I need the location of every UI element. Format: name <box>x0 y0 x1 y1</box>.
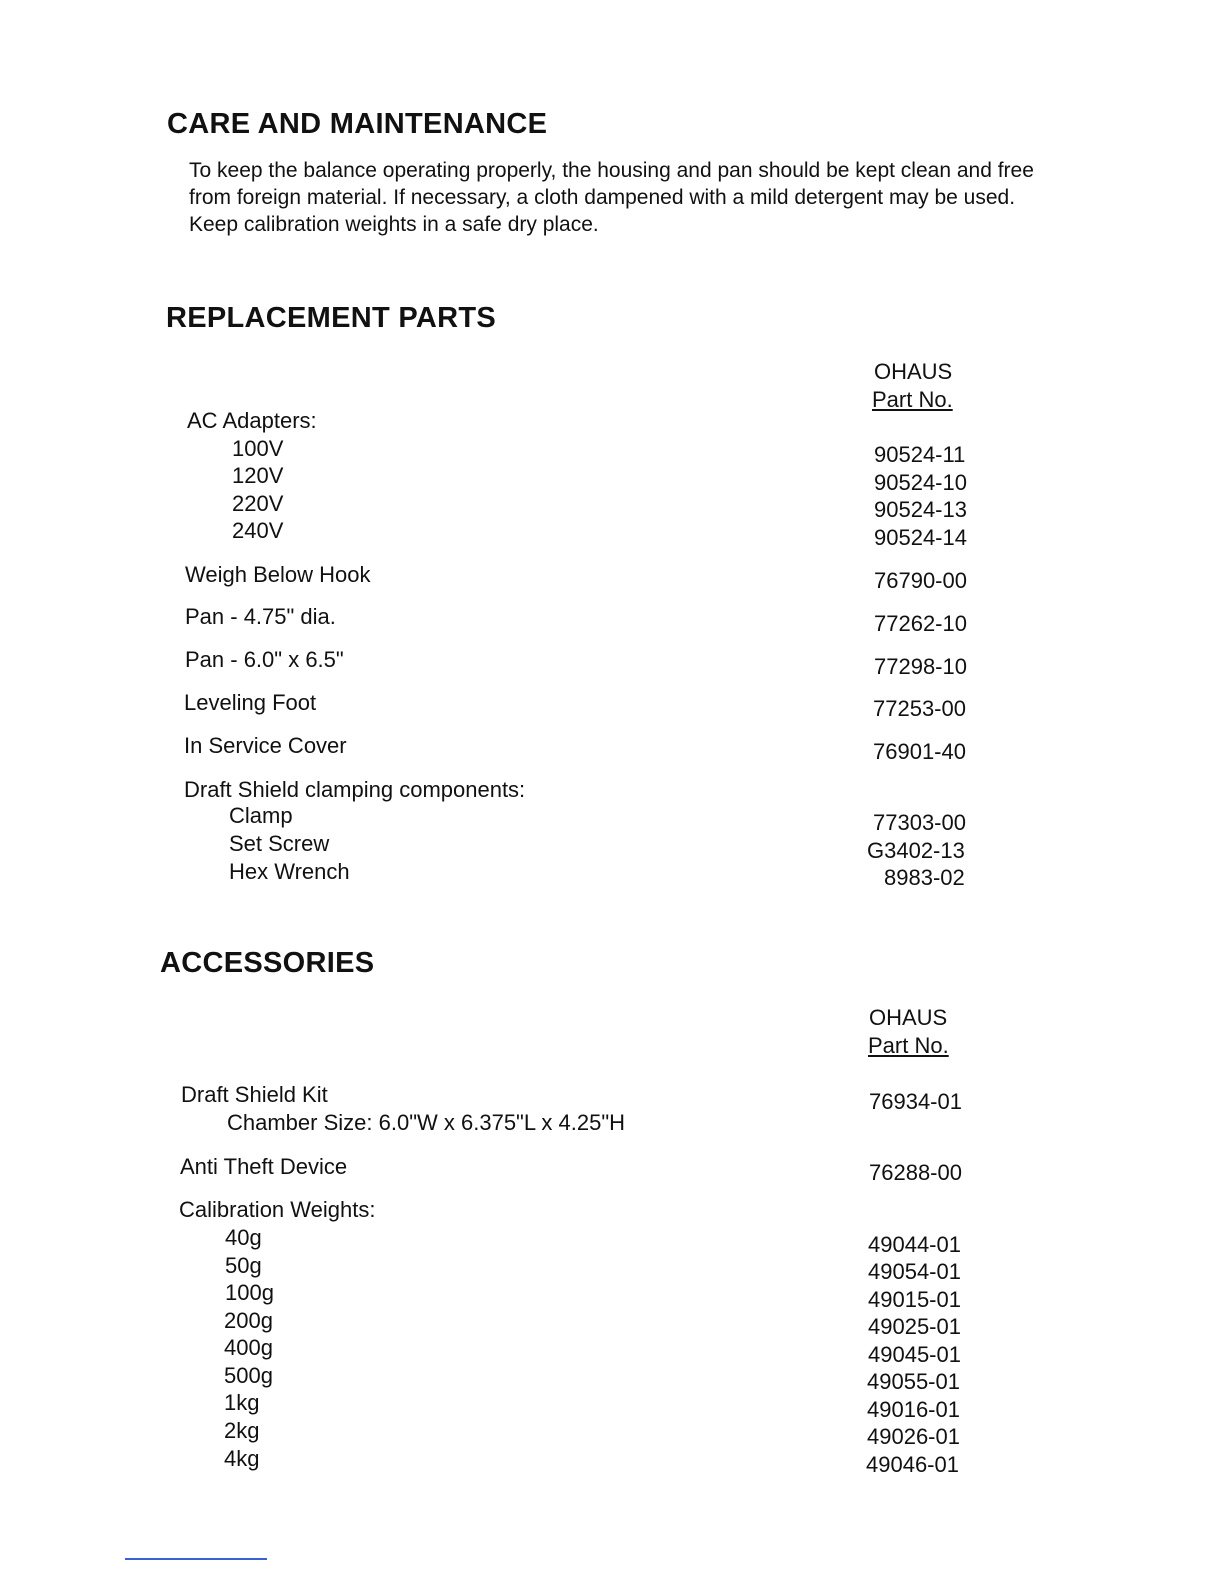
ac-240-label: 240V <box>232 518 284 543</box>
weight-500-partno: 49055-01 <box>867 1369 960 1394</box>
footer-rule <box>125 1558 267 1560</box>
weight-4kg-label: 4kg <box>224 1446 260 1471</box>
weight-1kg-label: 1kg <box>224 1390 260 1415</box>
foot-partno: 77253-00 <box>873 696 966 721</box>
replacement-heading: REPLACEMENT PARTS <box>166 302 497 334</box>
kit-label: Draft Shield Kit <box>181 1082 328 1107</box>
weight-50-label: 50g <box>225 1253 262 1278</box>
weight-200-partno: 49025-01 <box>868 1314 961 1339</box>
wrench-label: Hex Wrench <box>229 859 350 884</box>
weight-40-partno: 49044-01 <box>868 1232 961 1257</box>
weight-40-label: 40g <box>225 1225 262 1250</box>
ac-100-label: 100V <box>232 436 284 461</box>
calibration-label: Calibration Weights: <box>179 1197 376 1222</box>
weight-1kg-partno: 49016-01 <box>867 1397 960 1422</box>
accessories-heading: ACCESSORIES <box>160 947 375 979</box>
hook-label: Weigh Below Hook <box>185 562 371 587</box>
theft-label: Anti Theft Device <box>180 1154 348 1179</box>
weight-200-label: 200g <box>224 1308 273 1333</box>
ac-120-label: 120V <box>232 463 284 488</box>
ac-adapters-label: AC Adapters: <box>187 408 317 433</box>
wrench-partno: 8983-02 <box>884 865 965 890</box>
pan1-label: Pan - 4.75" dia. <box>185 604 336 629</box>
foot-label: Leveling Foot <box>184 690 317 715</box>
screw-label: Set Screw <box>229 831 330 856</box>
cover-partno: 76901-40 <box>873 739 966 764</box>
replacement-col-header-brand: OHAUS <box>874 359 953 384</box>
weight-4kg-partno: 49046-01 <box>866 1452 959 1477</box>
screw-partno: G3402-13 <box>867 838 965 863</box>
care-paragraph: To keep the balance operating properly, the housing and pan should be kept clean and free from foreign material. If necessary, a cloth dampened with a mild detergent may be used. Keep calibration weights in a safe dry place. <box>189 159 1034 236</box>
weight-2kg-partno: 49026-01 <box>867 1424 960 1449</box>
replacement-col-header-partno: Part No. <box>872 387 953 412</box>
weight-100-label: 100g <box>225 1280 274 1305</box>
pan2-label: Pan - 6.0" x 6.5" <box>185 647 344 672</box>
theft-partno: 76288-00 <box>869 1160 962 1185</box>
ac-120-partno: 90524-10 <box>874 470 967 495</box>
ac-240-partno: 90524-14 <box>874 525 967 550</box>
weight-400-partno: 49045-01 <box>868 1342 961 1367</box>
draft-clamping-label: Draft Shield clamping components: <box>184 777 526 802</box>
kit-partno: 76934-01 <box>869 1089 962 1114</box>
pan1-partno: 77262-10 <box>874 611 967 636</box>
weight-2kg-label: 2kg <box>224 1418 260 1443</box>
accessories-col-header-brand: OHAUS <box>869 1005 948 1030</box>
clamp-partno: 77303-00 <box>873 810 966 835</box>
ac-220-label: 220V <box>232 491 284 516</box>
weight-100-partno: 49015-01 <box>868 1287 961 1312</box>
weight-50-partno: 49054-01 <box>868 1259 961 1284</box>
pan2-partno: 77298-10 <box>874 654 967 679</box>
cover-label: In Service Cover <box>184 733 347 758</box>
weight-400-label: 400g <box>224 1335 273 1360</box>
weight-500-label: 500g <box>224 1363 273 1388</box>
care-heading: CARE AND MAINTENANCE <box>167 108 548 140</box>
ac-220-partno: 90524-13 <box>874 497 967 522</box>
hook-partno: 76790-00 <box>874 568 967 593</box>
kit-size-label: Chamber Size: 6.0"W x 6.375"L x 4.25"H <box>227 1110 626 1135</box>
clamp-label: Clamp <box>229 803 293 828</box>
ac-100-partno: 90524-11 <box>874 442 966 467</box>
accessories-col-header-partno: Part No. <box>868 1033 949 1058</box>
